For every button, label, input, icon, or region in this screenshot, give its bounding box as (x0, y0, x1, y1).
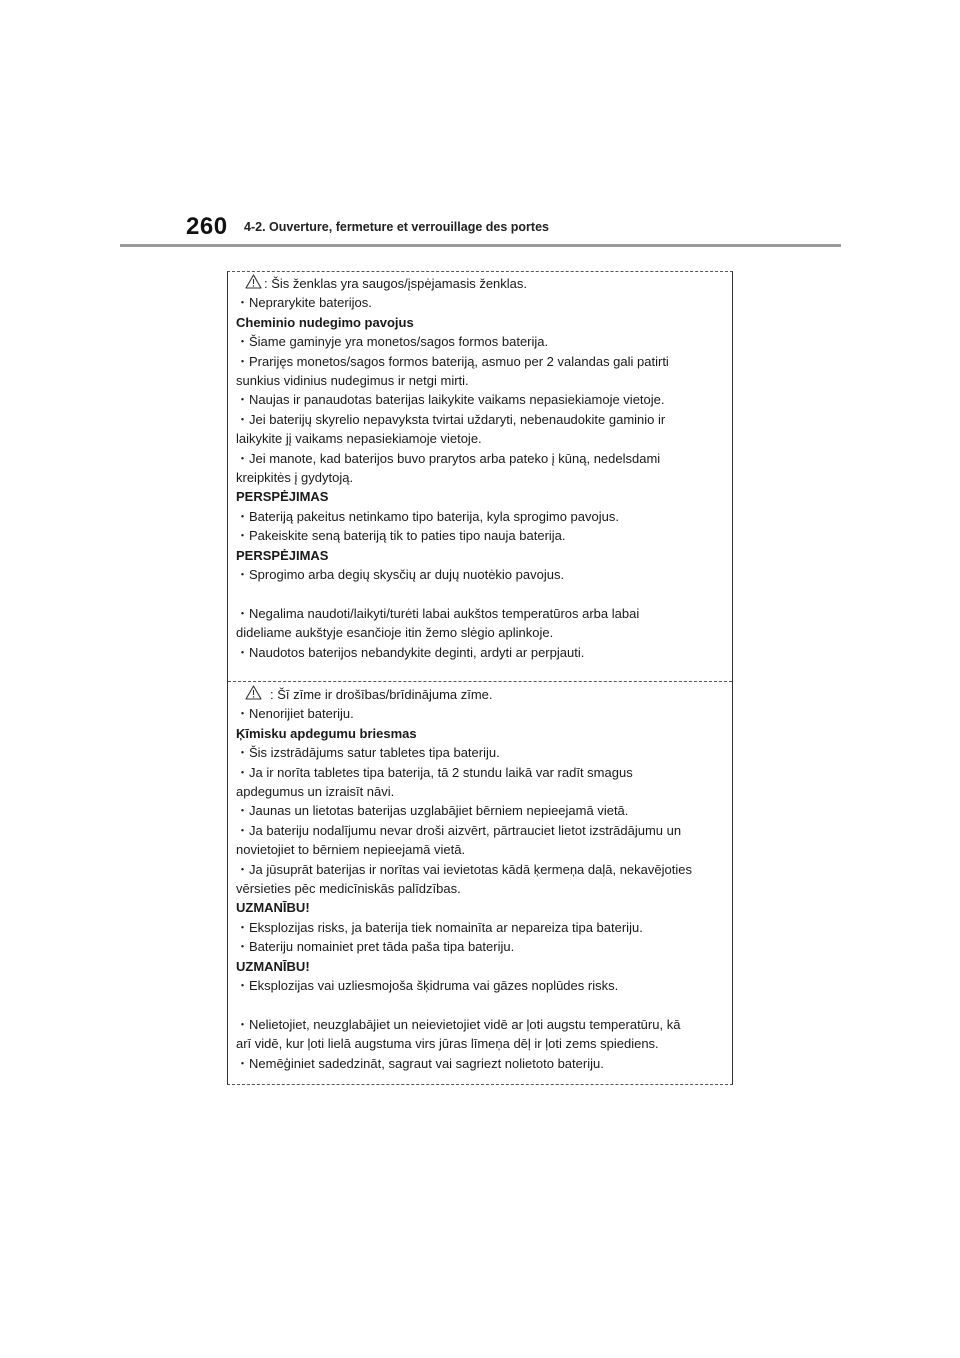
blank-line (236, 585, 726, 604)
list-item: ・Prarijęs monetos/sagos formos bateriją, asmuo per 2 valandas gali patirti (236, 353, 669, 369)
list-item: ・Nemēģiniet sadedzināt, sagraut vai sagriezt nolietoto bateriju. (236, 1055, 604, 1071)
page-number: 260 (186, 213, 228, 240)
latvian-warning-block (236, 685, 726, 1073)
list-item-continuation: sunkius vidinius nudegimus ir netgi mirti. (236, 373, 469, 389)
list-item: ・Negalima naudoti/laikyti/turėti labai aukštos temperatūros arba labai (236, 605, 640, 621)
subheading: Ķīmisku apdegumu briesmas (236, 725, 417, 741)
list-item-continuation: dideliame aukštyje esančioje itin žemo slėgio aplinkoje. (236, 625, 554, 641)
list-item: ・Ja ir norīta tabletes tipa baterija, tā 2 stundu laikā var radīt smagus (236, 764, 633, 780)
list-item: ・Eksplozijas vai uzliesmojoša šķidruma vai gāzes noplūdes risks. (236, 978, 619, 994)
list-item-continuation: vērsieties pēc medicīniskās palīdzības. (236, 881, 461, 897)
list-item: ・Nelietojiet, neuzglabājiet un neievietojiet vidē ar ļoti augstu temperatūru, kā (236, 1016, 681, 1032)
list-item: ・Ja jūsuprāt baterijas ir norītas vai ievietotas kādā ķermeņa daļā, nekavējoties (236, 861, 692, 877)
list-item: ・Sprogimo arba degių skysčių ar dujų nuotėkio pavojus. (236, 567, 565, 583)
blank-line (236, 996, 726, 1015)
list-item-continuation: kreipkitės į gydytoją. (236, 470, 354, 486)
list-item-continuation: novietojiet to bērniem nepieejamā vietā. (236, 842, 466, 858)
list-item: ・Neprarykite baterijos. (236, 295, 372, 311)
list-item: ・Šiame gaminyje yra monetos/sagos formos baterija. (236, 334, 549, 350)
list-item: ・Naujas ir panaudotas baterijas laikykite vaikams nepasiekiamoje vietoje. (236, 392, 665, 408)
warning-triangle-icon (245, 274, 262, 289)
list-item-continuation: apdegumus un izraisīt nāvi. (236, 784, 395, 800)
list-item-continuation: laikykite jį vaikams nepasiekiamoje vietoje. (236, 431, 482, 447)
subheading: UZMANĪBU! (236, 900, 310, 916)
list-item: ・Bateriją pakeitus netinkamo tipo baterija, kyla sprogimo pavojus. (236, 508, 619, 524)
list-item: ・Bateriju nomainiet pret tāda paša tipa bateriju. (236, 939, 515, 955)
list-item: ・Jaunas un lietotas baterijas uzglabājiet bērniem nepieejamā vietā. (236, 803, 629, 819)
subheading: PERSPĖJIMAS (236, 547, 329, 563)
latvian-warning-text: : Šī zīme ir drošības/brīdinājuma zīme. (270, 687, 493, 702)
latvian-warning-heading (236, 685, 726, 704)
section-title: 4-2. Ouverture, fermeture et verrouillage des portes (244, 220, 549, 234)
list-item: ・Naudotos baterijos nebandykite deginti, ardyti ar perpjauti. (236, 644, 585, 660)
list-item: ・Nenorijiet bateriju. (236, 706, 354, 722)
lithuanian-warning-block (236, 274, 726, 662)
list-item: ・Eksplozijas risks, ja baterija tiek nomainīta ar nepareiza tipa bateriju. (236, 919, 643, 935)
subheading: PERSPĖJIMAS (236, 489, 329, 505)
lithuanian-warning-text: : Šis ženklas yra saugos/įspėjamasis ženklas. (264, 276, 528, 291)
subheading: Cheminio nudegimo pavojus (236, 314, 414, 330)
battery-warning-box (227, 271, 733, 1085)
section-divider (228, 681, 732, 682)
warning-triangle-icon (245, 685, 262, 700)
list-item: ・Pakeiskite seną bateriją tik to paties tipo nauja baterija. (236, 528, 566, 544)
list-item: ・Ja bateriju nodalījumu nevar droši aizvērt, pārtrauciet lietot izstrādājumu un (236, 822, 682, 838)
subheading: UZMANĪBU! (236, 958, 310, 974)
list-item: ・Jei manote, kad baterijos buvo prarytos arba pateko į kūną, nedelsdami (236, 450, 661, 466)
list-item-continuation: arī vidē, kur ļoti lielā augstuma virs jūras līmeņa dēļ ir ļoti zems spiediens. (236, 1036, 659, 1052)
lithuanian-warning-heading (236, 274, 726, 293)
list-item: ・Jei baterijų skyrelio nepavyksta tvirtai uždaryti, nebenaudokite gaminio ir (236, 411, 666, 427)
list-item: ・Šis izstrādājums satur tabletes tipa bateriju. (236, 745, 500, 761)
header-divider (120, 244, 841, 247)
